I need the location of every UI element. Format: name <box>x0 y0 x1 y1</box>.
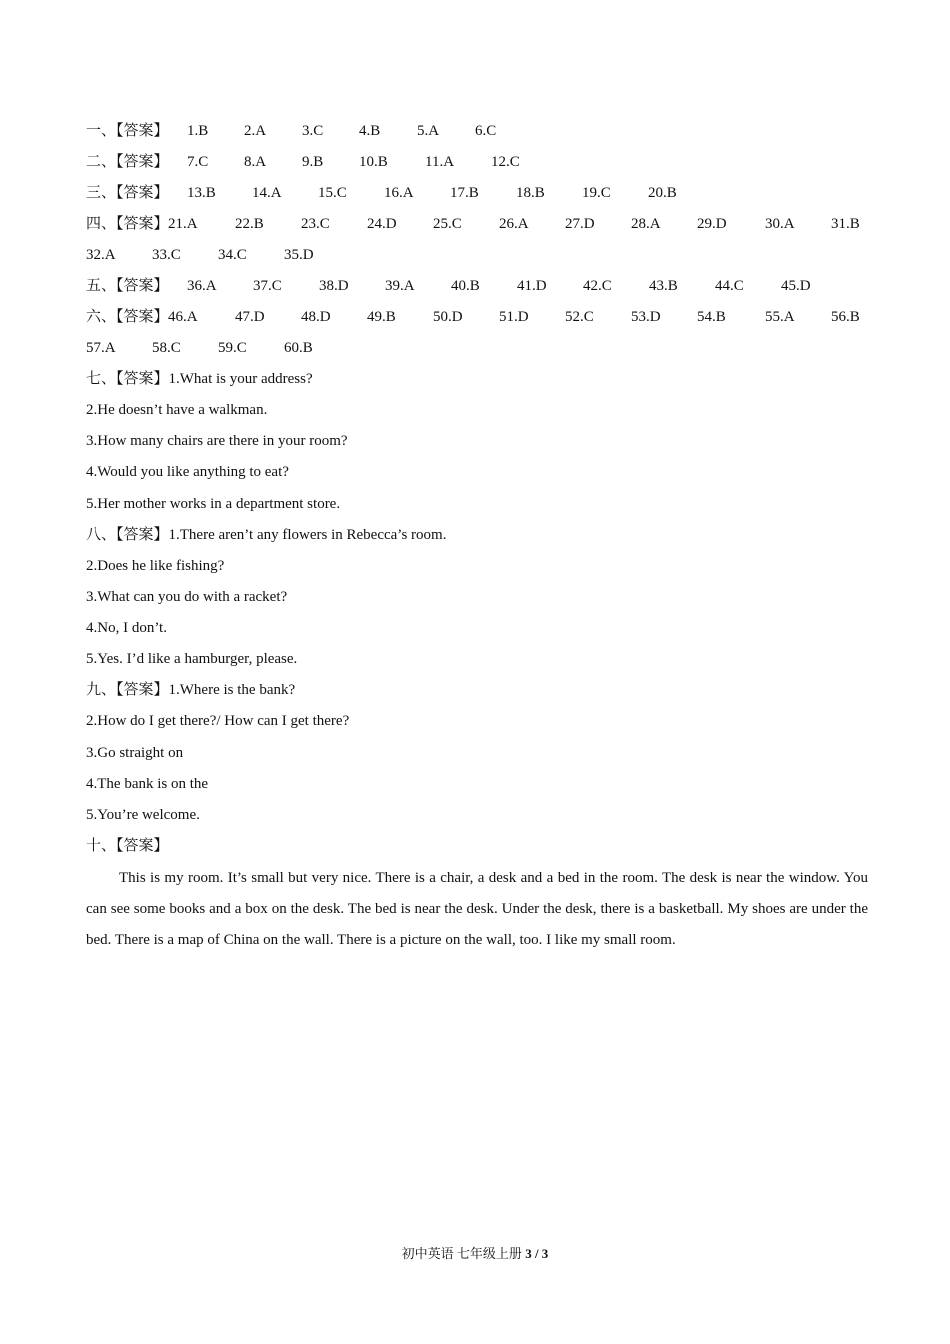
answer-item: 41.D <box>517 278 547 294</box>
answer-item: 5.A <box>417 123 440 139</box>
answer-item: 50.D <box>433 309 463 325</box>
answer-line: 1.What is your address? <box>168 371 313 387</box>
answer-item: 32.A <box>86 247 116 263</box>
answer-item: 44.C <box>715 278 744 294</box>
answer-item: 48.D <box>301 309 331 325</box>
answer-item: 13.B <box>187 185 216 201</box>
answer-item: 51.D <box>499 309 529 325</box>
answer-item: 49.B <box>367 309 396 325</box>
answer-item: 43.B <box>649 278 678 294</box>
section-label: 八、【答案】 <box>86 527 169 543</box>
section-label: 九、【答案】 <box>86 682 169 698</box>
answer-item: 3.C <box>302 123 324 139</box>
answer-line: 5.You’re welcome. <box>86 807 200 823</box>
answer-line: 2.He doesn’t have a walkman. <box>86 402 268 418</box>
answer-item: 2.A <box>244 123 267 139</box>
answer-line: 4.Would you like anything to eat? <box>86 464 289 480</box>
answer-item: 55.A <box>765 309 795 325</box>
answer-item: 53.D <box>631 309 661 325</box>
answer-item: 31.B <box>831 216 860 232</box>
answer-item: 59.C <box>218 340 247 356</box>
section-7-first-line <box>86 367 313 391</box>
footer-title: 初中英语 七年级上册 <box>401 1246 522 1261</box>
answer-item: 47.D <box>235 309 265 325</box>
answer-item: 58.C <box>152 340 181 356</box>
answer-item: 21.A <box>168 216 198 232</box>
answer-item: 9.B <box>302 154 324 170</box>
answer-line: 3.How many chairs are there in your room? <box>86 433 348 449</box>
answer-item: 39.A <box>385 278 415 294</box>
section-9-first-line <box>86 678 295 702</box>
answer-item: 29.D <box>697 216 727 232</box>
answer-item: 15.C <box>318 185 347 201</box>
answer-item: 10.B <box>359 154 388 170</box>
answer-item: 52.C <box>565 309 594 325</box>
section-label: 十、【答案】 <box>86 838 169 854</box>
essay-paragraph: This is my room. It’s small but very nice. There is a chair, a desk and a bed in the room. The desk is near the window. You can see some books and a box on the desk. The bed is near the desk. Under the desk, there is a basketball. My shoes are under the bed. There is a map of China on the wall. There is a picture on the wall, too. I like my small room. <box>86 870 868 948</box>
answer-line: 4.The bank is on the <box>86 776 209 792</box>
answer-line: 5.Her mother works in a department store. <box>86 496 341 512</box>
answer-item: 54.B <box>697 309 726 325</box>
answer-item: 30.A <box>765 216 795 232</box>
answer-item: 19.C <box>582 185 611 201</box>
answer-item: 46.A <box>168 309 198 325</box>
answer-line: 1.Where is the bank? <box>168 682 296 698</box>
answer-item: 16.A <box>384 185 414 201</box>
answer-item: 40.B <box>451 278 480 294</box>
answer-item: 34.C <box>218 247 247 263</box>
answer-item: 25.C <box>433 216 462 232</box>
answer-item: 8.A <box>244 154 267 170</box>
section-label: 四、【答案】 <box>86 216 169 232</box>
answer-item: 26.A <box>499 216 529 232</box>
answer-item: 37.C <box>253 278 282 294</box>
section-8-first-line <box>86 523 446 547</box>
answer-item: 24.D <box>367 216 397 232</box>
answer-item: 7.C <box>187 154 209 170</box>
answer-item: 38.D <box>319 278 349 294</box>
answer-item: 11.A <box>425 154 455 170</box>
answer-item: 36.A <box>187 278 217 294</box>
answer-line: 3.Go straight on <box>86 745 184 761</box>
section-label: 三、【答案】 <box>86 185 169 201</box>
section-label: 六、【答案】 <box>86 309 169 325</box>
section-label: 五、【答案】 <box>86 278 169 294</box>
answer-item: 57.A <box>86 340 116 356</box>
answer-item: 12.C <box>491 154 520 170</box>
answer-item: 42.C <box>583 278 612 294</box>
answer-item: 33.C <box>152 247 181 263</box>
answer-item: 27.D <box>565 216 595 232</box>
page-footer <box>0 1243 950 1262</box>
answer-line: 4.No, I don’t. <box>86 620 167 636</box>
answer-item: 4.B <box>359 123 381 139</box>
section-label: 一、【答案】 <box>86 123 169 139</box>
answer-item: 20.B <box>648 185 677 201</box>
section-label: 七、【答案】 <box>86 371 169 387</box>
answer-item: 60.B <box>284 340 313 356</box>
answer-item: 35.D <box>284 247 314 263</box>
section-label: 二、【答案】 <box>86 154 169 170</box>
answer-item: 23.C <box>301 216 330 232</box>
answer-item: 6.C <box>475 123 497 139</box>
answer-item: 22.B <box>235 216 264 232</box>
answer-item: 28.A <box>631 216 661 232</box>
answer-line: 1.There aren’t any flowers in Rebecca’s room. <box>168 527 447 543</box>
answer-line: 3.What can you do with a racket? <box>86 589 288 605</box>
page-number: 3 / 3 <box>525 1246 549 1261</box>
answer-item: 18.B <box>516 185 545 201</box>
answer-line: 2.Does he like fishing? <box>86 558 225 574</box>
answer-item: 45.D <box>781 278 811 294</box>
answer-line: 5.Yes. I’d like a hamburger, please. <box>86 651 298 667</box>
answer-item: 17.B <box>450 185 479 201</box>
answer-item: 14.A <box>252 185 282 201</box>
answer-item: 1.B <box>187 123 209 139</box>
answer-line: 2.How do I get there?/ How can I get there? <box>86 713 350 729</box>
answer-item: 56.B <box>831 309 860 325</box>
